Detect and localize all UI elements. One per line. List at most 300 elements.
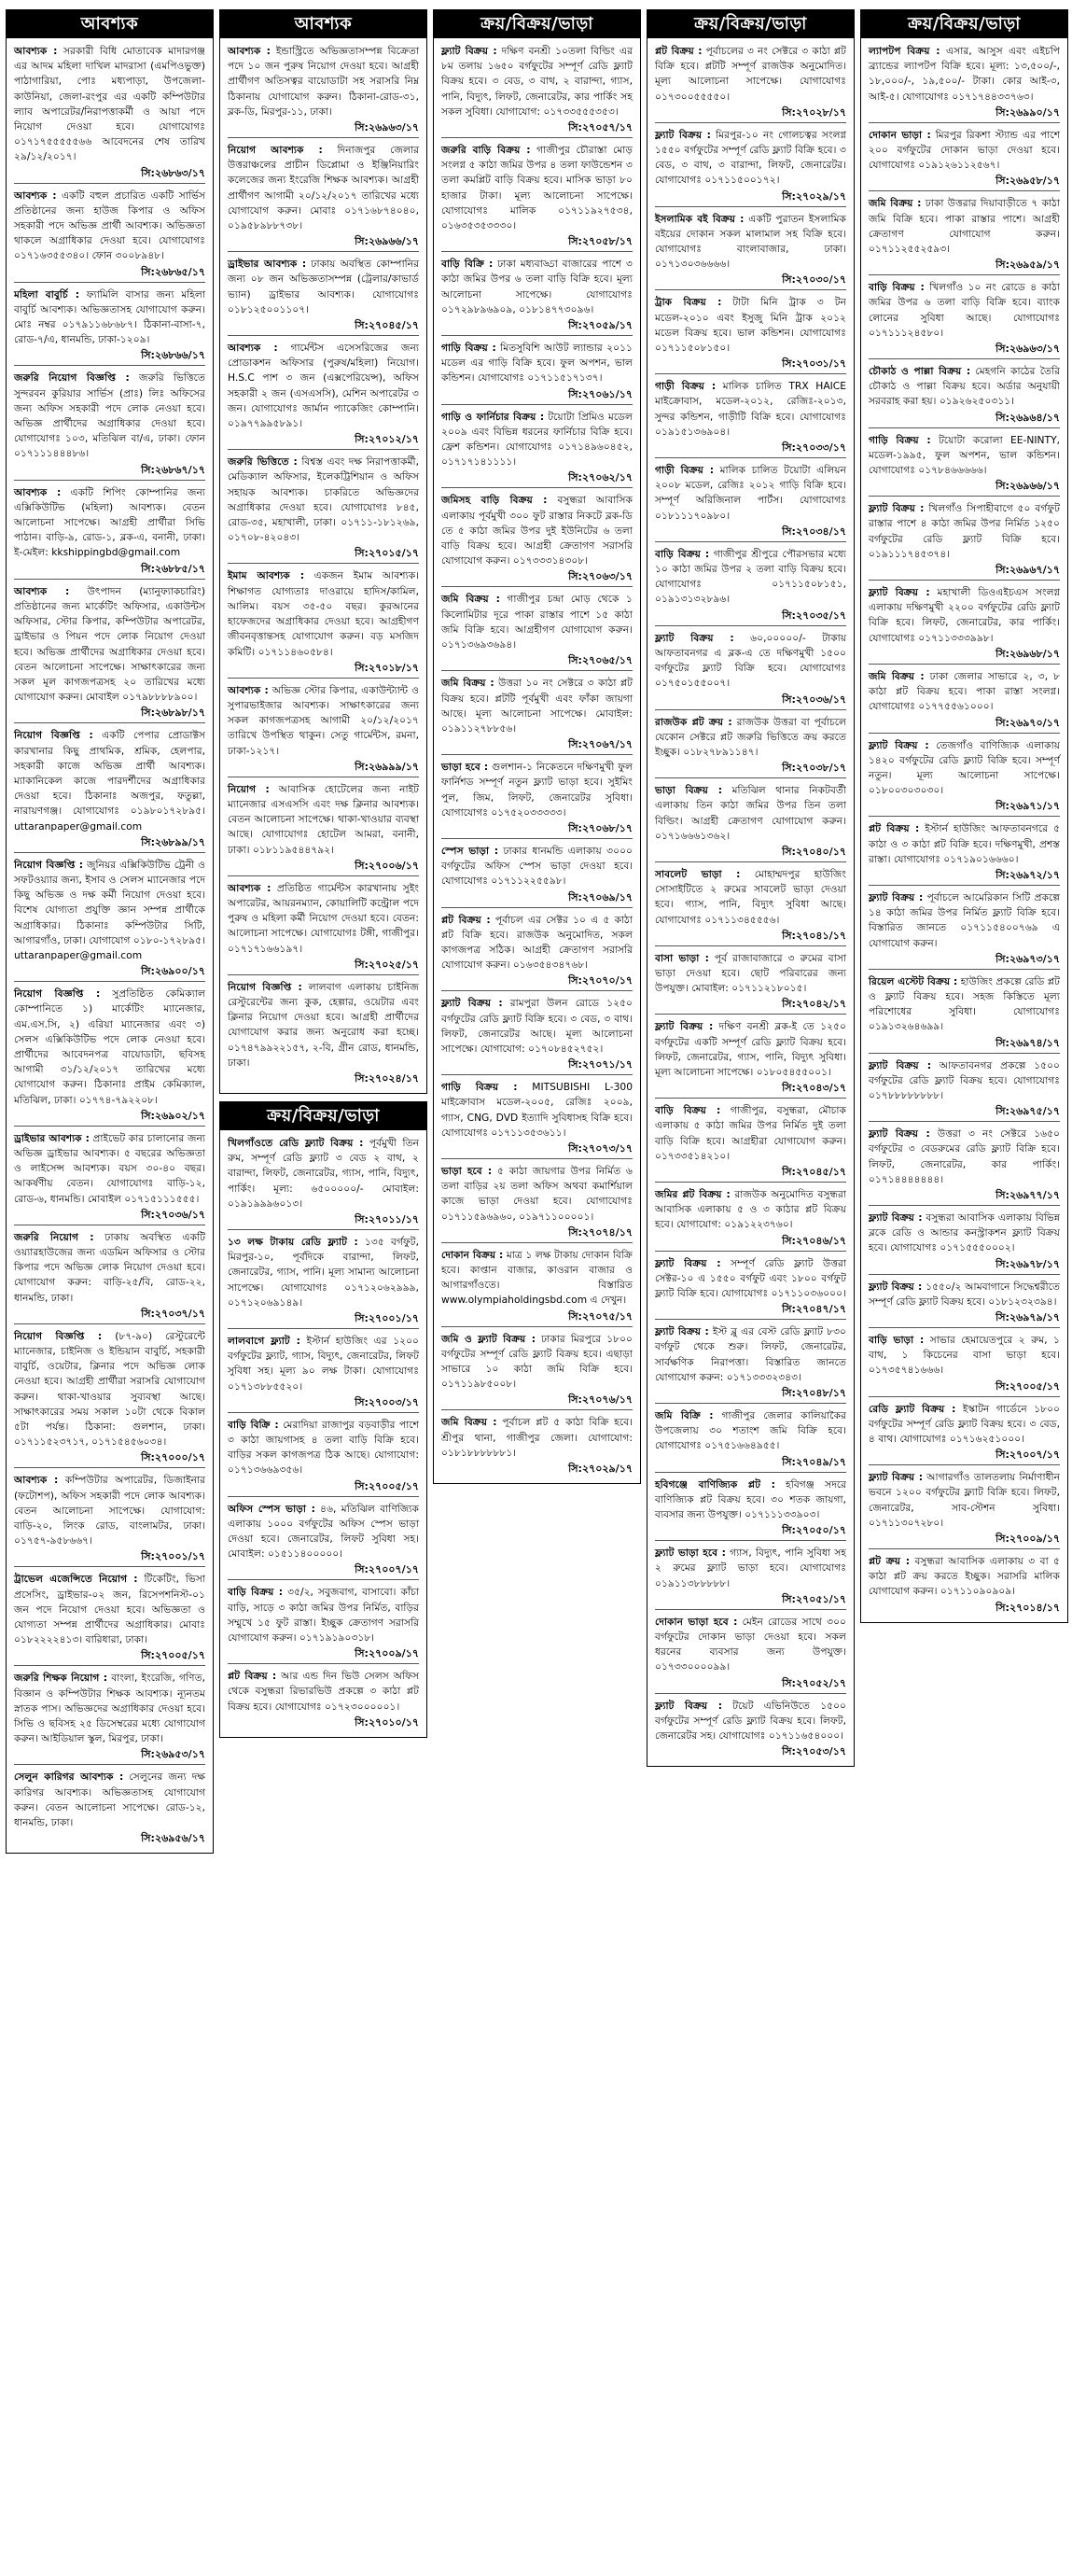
classified-ad: [14, 728, 205, 852]
ad-reference-code: সি:২৭০৭০/১৭: [568, 974, 633, 987]
ad-heading: ফ্ল্যাট বিক্রয় :: [441, 997, 503, 1010]
classified-ad: [228, 455, 419, 564]
ad-text: উৎপাদন (ম্যানুফ্যাকচারিং) প্রতিষ্ঠানের জন্য মার্কেটিং অফিসার, একাউন্টস অফিসার, স্টোর কিপার, কম্পিউটার অপারেটর, ড্রাইভার ও পিয়ন পদে লোক নিয়োগ দেওয়া হবে। অভিজ্ঞ প্রার্থীদের অগ্রাধিকার দেওয়া হবে। বেতন আলোচনা সাপেক্ষে। সাক্ষাৎকারের জন্য সকল মূল কাগজপত্রসহ ২০ তারিখের মধ্যে যোগাযোগ করুন। মোবাইল ০১৭৯৮৮৮৮৯০০।: [14, 584, 206, 704]
classified-ad: [655, 44, 846, 123]
category-box: [219, 1101, 427, 1738]
ad-reference-code: সি:২৭০৪৫/১৭: [355, 319, 419, 332]
ad-heading: গাড়ী বিক্রয় :: [655, 380, 717, 393]
ad-heading: বাড়ি বিক্রয় :: [655, 1104, 721, 1117]
ad-reference-code: সি:২৭০৫৯/১৭: [568, 319, 633, 332]
ad-heading: আবশ্যক :: [228, 342, 278, 355]
ad-reference-code: সি:২৬৯৭৭/১৭: [995, 1188, 1060, 1201]
ad-reference-code: সি:২৭০০৫/১৭: [995, 1379, 1060, 1393]
ad-heading: সাবলেট ভাড়া :: [655, 867, 741, 880]
ad-reference-code: সি:২৭০৩৭/১৭: [141, 1307, 205, 1320]
ad-reference-code: সি:২৭০৩০/১৭: [782, 273, 846, 287]
classified-ad: [655, 1615, 846, 1694]
ad-text: হবিগঞ্জ সদরে বাণিজ্যিক প্লট বিক্রয় হবে। ৩০ শতক জায়গা, ব্যবসার জন্য উপযুক্ত। ০১৭১১১৩৩৯০৩।: [655, 1477, 846, 1521]
ad-heading: অফিস স্পেস ভাড়া :: [228, 1502, 315, 1515]
ad-reference-code: সি:২৭০০৯/১৭: [355, 1647, 419, 1660]
ad-heading: ফ্ল্যাট বিক্রয় :: [869, 502, 925, 515]
ad-reference-code: সি:২৭০১১/১৭: [355, 1212, 419, 1225]
ad-reference-code: সি:২৬৯৬৭/১৭: [995, 564, 1060, 577]
ad-list: [7, 38, 213, 1848]
ad-list: [861, 38, 1067, 1617]
ad-text: মহাখালী ডিওএইচএস সংলগ্ন এলাকায় দক্ষিণমুখী ২২০০ বর্গফুটের রেডি ফ্ল্যাট বিক্রি হবে। লিফট, জেনারেটর, কার পার্কিং। যোগাযোগঃ ০১৭১১৩৩৩৯৯৮।: [869, 586, 1060, 644]
ad-heading: গাড়ী বিক্রয় :: [655, 464, 715, 477]
ad-heading: বাড়ি বিক্রয় :: [869, 281, 925, 294]
ad-heading: স্পেস ভাড়া :: [441, 844, 499, 857]
ad-heading: জমি বিক্রয় :: [441, 1416, 497, 1429]
classified-ad: [228, 881, 419, 975]
ad-reference-code: সি:২৭০০৩/১৭: [355, 1395, 419, 1408]
category-box: [433, 9, 641, 1484]
classified-ad: [869, 1058, 1060, 1123]
classified-ad: [228, 1334, 419, 1413]
ad-text: বিশ্বস্ত এবং দক্ষ নিরাপত্তাকর্মী, মেডিক্যাল অফিসার, ইলেকট্রিশিয়ান ও অফিস সহায়ক আবশ্যক। চাকরিতে অভিজ্ঞদের অগ্রাধিকার দেওয়া হবে। যোগাযোগঃ ৮৪৫, রোড-৩৫, মহাখালী, ঢাকা। ০১৭১১-১৮১২৬৯, ০১৭০৮-৪২০৪৩।: [228, 455, 420, 544]
ad-heading: জমি বিক্রি :: [655, 1409, 714, 1421]
ad-heading: লালবাগে ফ্ল্যাট :: [228, 1335, 300, 1347]
ad-text: মালিক চালিত TRX HAICE মাইক্রোবাস, মডেল-২০১২, রেজিঃ-২০১৩, সুন্দর কন্ডিশন, গাড়ীটি বিক্রি হবে। যোগাযোগঃ ০১৯১৫১৩৬৯০৪।: [655, 380, 846, 438]
classified-ad: [228, 143, 419, 252]
ad-reference-code: সি:২৭০৩৫/১৭: [782, 609, 846, 622]
ad-heading: গাড়ি ও ফার্নিচার বিক্রয় :: [441, 410, 545, 423]
ad-heading: ফ্ল্যাট বিক্রয় :: [869, 1280, 923, 1293]
classified-ad: [869, 1470, 1060, 1549]
ad-heading: ফ্ল্যাট বিক্রয় :: [869, 586, 930, 599]
ad-text: জুনিয়র এক্সিকিউটিভ ট্রেনী ও সফটওয়্যার জন্য, ইসাব ও সেলস ম্যানেজার পদে কিছু অভিজ্ঞ ও দক্ষ কর্মী নিয়োগ দেওয়া হবে। বিশেষ যোগ্যতা প্রযুক্তি জ্ঞান সম্পন্ন প্রার্থীকে অগ্রাধিকার। ঠিকানাঃ কম্পিউটার সিটি, আগারগাঁও, ঢাকা। যোগাযোগ ০১৮০-১৭২৮৯৫। uttaranpaper@gmail.com: [14, 858, 205, 961]
classified-ad: [441, 996, 633, 1075]
ad-text: পূর্বাচল এর সেক্টর ১০ এ ৫ কাঠা প্লট বিক্রি হবে। রাজউক অনুমোদিত, সকল কাগজপত্র সঠিক। আগ্রহী ক্রেতাগণ সরাসরি যোগাযোগ করুন। ০১৬৩৫৪৩৪৭৬৮।: [441, 913, 633, 972]
classified-ad: [869, 974, 1060, 1054]
classified-ad: [14, 1671, 205, 1765]
ad-heading: বাড়ি বিক্রি :: [441, 258, 494, 271]
classified-ad: [655, 1546, 846, 1610]
classified-ad: [441, 493, 633, 587]
classified-ad: [869, 669, 1060, 734]
ad-heading: ফ্ল্যাট বিক্রয় :: [869, 738, 929, 751]
ad-heading: প্লট বিক্রয় :: [441, 913, 491, 926]
ad-reference-code: সি:২৭০৫২/১৭: [782, 1676, 846, 1689]
ad-text: গাজীপুর, বসুন্ধরা, মৌচাক এলাকায় ৫ কাঠা জমির উপর নির্মিত দুই তলা বাড়ি বিক্রি হবে। আগ্রহীরা যোগাযোগ করুন। ০১৭৩৩৫১৪২১০।: [655, 1104, 846, 1162]
ad-reference-code: সি:২৬৮৬৩/১৭: [141, 166, 205, 179]
ad-text: গাজীপুর চন্দ্রা মোড় থেকে ১ কিলোমিটার দূরে পাকা রাস্তার পাশে ১৫ কাঠা জমি বিক্রি হবে। আগ্রহীগণ যোগাযোগ করুন। ০১৭১৩৬৯৩৬৯৪।: [441, 593, 633, 651]
ad-reference-code: সি:২৬৯৫৬/১৭: [141, 1832, 205, 1845]
ad-text: ঢাকায় অবস্থিত একটি ওয়্যারহাউজের জন্য এডমিন অফিসার ও স্টোর কিপার পদে অভিজ্ঞ লোক নিয়োগ দেওয়া হবে। যোগাযোগ করুন: বাড়ি-২৫/বি, রোড-২২, ধানমন্ডি, ঢাকা।: [14, 1230, 206, 1304]
ad-heading: ফ্ল্যাট বিক্রয় :: [655, 1020, 714, 1033]
ad-reference-code: সি:২৭০৩১/১৭: [782, 357, 846, 371]
ad-reference-code: সি:২৬৯৯০/১৭: [995, 105, 1060, 119]
ad-text: দক্ষিণ বনশ্রী ১০তলা বিল্ডিং এর ৮ম তলায় ১৬৫০ বর্গফুটের সম্পূর্ণ রেডি ফ্ল্যাট বিক্রয় হবে। ৩ বেড, ৩ বাথ, ২ বারান্দা, গ্যাস, পানি, বিদ্যুৎ, লিফট, জেনারেটর, কার পার্কিং সহ সকল সুবিধা। যোগাযোগ: ০১৭৩৩৫৫৫৩৫৩।: [441, 45, 633, 118]
ad-reference-code: সি:২৭০২৪/১৭: [355, 1071, 419, 1085]
ad-text: ঢাকা জেলার সাভারে ২, ৩, ৮ কাঠা প্লট বিক্রয় হবে। পাকা রাস্তা সংলগ্ন। যোগাযোগঃ ০১৭৭৫৫৬১০০০।: [869, 669, 1060, 713]
ad-heading: আবশ্যক :: [228, 45, 271, 57]
ad-text: আফতাবনগর প্রকল্পে ১৫০০ বর্গফুটের রেডি ফ্ল্যাট বিক্রয় হবে। যোগাযোগঃ ০১৭৮৮৮৮৮৮৮৮।: [869, 1058, 1060, 1101]
ad-heading: ভাড়া বিক্রয় :: [655, 784, 723, 797]
classified-ad: [14, 1329, 205, 1469]
classified-ad: [441, 257, 633, 336]
ad-list: [220, 1130, 426, 1732]
ad-heading: জমির প্লট বিক্রয় :: [655, 1187, 731, 1200]
ad-text: মেরাদিয়া রাজাপুর বড়বাড়ীর পাশে ৩ কাঠা জায়গাসহ ৪ তলা বাড়ি বিক্রি হবে। বাড়ির সকল কাগজপত্র ঠিক আছে। যোগাযোগ: ০১৭১৩৬৬৯৩৫৬।: [228, 1418, 419, 1477]
ad-reference-code: সি:২৭০৬২/১৭: [568, 471, 633, 484]
ad-reference-code: সি:২৭০৩৩/১৭: [782, 441, 846, 455]
ad-heading: গাড়ি বিক্রয় :: [869, 433, 931, 446]
ad-reference-code: সি:২৭০১৪/১৭: [995, 1601, 1060, 1614]
ad-heading: ফ্ল্যাট বিক্রয় :: [869, 1058, 932, 1071]
classified-ad: [228, 1235, 419, 1329]
ad-text: কম্পিউটার অপারেটর, ডিজাইনার (ফটোশপ), অফিস সহকারী পদে লোক আবশ্যক। বেতন আলোচনা সাপেক্ষে। যোগাযোগ: বাড়ি-২০, লিংক রোড, বাংলামটর, ঢাকা। ০১৭৫৭-৯৫৮৬৬৭।: [14, 1474, 205, 1547]
ad-column: [219, 9, 427, 2576]
ad-heading: জমিসহ বাড়ি বিক্রয় :: [441, 494, 548, 507]
ad-reference-code: সি:২৭০০৭/১৭: [355, 1563, 419, 1576]
ad-text: প্রাইভেট কার চালানোর জন্য অভিজ্ঞ ড্রাইভার আবশ্যক। ৫ বছরের অভিজ্ঞতা ও লাইসেন্স আবশ্যক। বয়স ৩০-৪০ বছর। আকর্ষণীয় বেতন। যোগাযোগঃ বাড়ি-১২, রোড-৬, ধানমন্ডি। মোবাইল ০১৭১৫১১১৫৫৫।: [14, 1131, 205, 1205]
classified-ad: [14, 1770, 205, 1848]
ad-text: ঢাকা উত্তরার দিয়াবাড়ীতে ৭ কাঠা জমি বিক্রি হবে। পাকা রাস্তার পাশে। আগ্রহী ক্রেতাগণ যোগাযোগ করুন। ০১৭১১২৫৫২৫৯৩।: [869, 197, 1060, 256]
ad-text: টাটা মিনি ট্রাক ৩ টন মডেল-২০১০ এবং ইসুজু মিনি ট্রাক ২০১২ মডেল বিক্রয় হবে। ভাল কন্ডিশন। যোগাযোগঃ ০১৭১১৫০৮১৫০।: [655, 296, 846, 355]
ad-heading: ড্রাইভার আবশ্যক :: [14, 1131, 90, 1144]
ad-heading: নিয়োগ বিজ্ঞপ্তি :: [14, 729, 93, 742]
ad-reference-code: সি:২৭০১০/১৭: [355, 1715, 419, 1729]
ad-reference-code: সি:২৭০৩৬/১৭: [782, 693, 846, 706]
classified-ad: [228, 1669, 419, 1732]
ad-heading: দোকান ভাড়া হবে :: [655, 1615, 738, 1628]
classified-ad: [655, 1408, 846, 1473]
ad-text: একটি পেপার প্রোডাক্টস কারখানার কিছু প্রাথমিক, শ্রমিক, হেলপার, সহকারী কাজে অভিজ্ঞ প্রার্থী আবশ্যক। ম্যাকানিকেল কাজে পারদর্শীদের অগ্রাধিকার দেওয়া হবে। ঠিকানাঃ অজপুর, ফতুল্লা, নারায়ণগঞ্জ। যোগাযোগঃ ০১৯৮০১৭২৮৯৫। uttaranpaper@gmail.com: [14, 729, 205, 833]
ad-heading: খিলগাঁওতে রেডি ফ্ল্যাট বিক্রয় :: [228, 1136, 364, 1149]
ad-reference-code: সি:২৭০২৯/১৭: [568, 1463, 633, 1476]
ad-reference-code: সি:২৬৮৬৬/১৭: [141, 349, 205, 362]
classified-ad: [655, 1187, 846, 1252]
ad-heading: প্লট বিক্রয় :: [228, 1670, 277, 1683]
ad-reference-code: সি:২৬৯০২/১৭: [141, 1109, 205, 1122]
ad-heading: জরুরি নিয়োগ বিজ্ঞপ্তি :: [14, 371, 130, 385]
ad-reference-code: সি:২৬৯৭১/১৭: [995, 800, 1060, 813]
ad-heading: ট্রাক বিক্রয় :: [655, 296, 722, 309]
ad-heading: হবিগঞ্জে বাণিজ্যিক প্লট :: [655, 1477, 775, 1491]
ad-text: সেলুনের জন্য দক্ষ কারিগর আবশ্যক। অভিজ্ঞতাসহ যোগাযোগ করুন। বেতন আলোচনা সাপেক্ষে। রোড-১২, ধানমন্ডি, ঢাকা।: [14, 1771, 205, 1829]
ad-reference-code: সি:২৭০৭১/১৭: [568, 1058, 633, 1071]
ad-heading: আবশ্যক :: [14, 45, 58, 57]
classified-ad: [655, 631, 846, 710]
ad-text: পূর্বাচলে আমেরিকান সিটি প্রকল্পে ১৪ কাঠা জমির উপর নির্মিত ফ্ল্যাট বিক্রি হবে। বিস্তারিত জানতে ০১৭১১৫৪০০৭৬৯ এ যোগাযোগ করুন।: [869, 890, 1060, 949]
ad-text: জরুরি ভিত্তিতে সুন্দরবন কুরিয়ার সার্ভিস (প্রাঃ) লিঃ অফিসের জন্য অফিস সহকারী পদে লোক নেওয়া হবে। অভিজ্ঞ প্রার্থীদের অগ্রাধিকার দেওয়া হবে। যোগাযোগঃ ১০৩, মতিঝিল বা/এ, ঢাকা। ফোন ০১৭১১১৪৪৪৮৬।: [14, 371, 205, 460]
ad-text: ঢাকা মধ্যবাড্ডা বাজারের পাশে ৩ কাঠা জমির উপর ৬ তলা বাড়ি বিক্রি হবে। মূল্য আলোচনা সাপেক্ষে। যোগাযোগঃ ০১৭২৯৮৯৬৯০৯, ০১৮১৪৭৭৩০৯৬।: [441, 258, 633, 315]
ad-text: হাউজিং প্রকল্পে রেডি প্লট ও ফ্ল্যাট বিক্রয় হবে। সহজ কিস্তিতে মূল্য পরিশোধের সুবিধা। যোগাযোগঃ ০১৯১৩২৬৪৬৯৯।: [869, 974, 1060, 1033]
ad-text: গাজীপুর জেলার কালিয়াকৈর উপজেলায় ৩০ শতাংশ জমি বিক্রি হবে। যোগাযোগঃ ০১৭৫১৬৬৪৯৫৫।: [655, 1409, 846, 1452]
ad-reference-code: সি:২৭০৬১/১৭: [568, 387, 633, 400]
classified-ad: [441, 44, 633, 138]
ad-text: গুলশান-১ নিকেতনে দক্ষিণমুখী ফুল ফার্নিশড সম্পূর্ণ নতুন ফ্ল্যাট ভাড়া হবে। সুইমিং পুল, জিম, লিফট, জেনারেটর সুবিধা। যোগাযোগঃ ০১৭৫২০৩৩৩৩৩।: [441, 761, 633, 819]
ad-text: গাজীপুর চৌরাস্তা মোড় সংলগ্ন ৫ কাঠা জমির উপর ৪ তলা ফাউন্ডেশন ৩ তলা কমপ্লিট বাড়ি বিক্রয় হবে। মাসিক ভাড়া ৮০ হাজার টাকা। মূল্য আলোচনা সাপেক্ষে। যোগাযোগঃ মালিক ০১৭১১৯২৭৫৩৪, ০১৬৩৫৩৫৩৩৩০।: [441, 144, 633, 232]
ad-reference-code: সি:২৭০৬৫/১৭: [568, 654, 633, 667]
classified-ad: [228, 257, 419, 336]
ad-text: সুপ্রতিষ্ঠিত কেমিক্যাল কোম্পানিতে ১) মার্কেটিং ম্যানেজার, এম.এস.সি, ২) এরিয়া ম্যানেজার এবং ৩) সেলস এক্সিকিউটিভ পদে লোক নেওয়া হবে। প্রার্থীদের আবেদনপত্র বায়োডাটা, ছবিসহ আগামী ৩১/১২/২০১৭ তারিখের মধ্যে যোগাযোগ করুন। ঠিকানাঃ প্রাইম কেমিক্যাল, মতিঝিল, ঢাকা। ০১৭৭৪-৭৯২২০৮।: [14, 987, 205, 1106]
classified-ad: [441, 341, 633, 405]
classified-ad: [655, 1699, 846, 1762]
ad-heading: জমি বিক্রয় :: [869, 197, 922, 210]
classified-ad: [655, 379, 846, 458]
ad-heading: নিয়োগ আবশ্যক :: [228, 144, 323, 157]
ad-reference-code: সি:২৭০০৭/১৭: [995, 1449, 1060, 1462]
ad-text: মাত্র ১ লক্ষ টাকায় দোকান বিক্রি হবে। কাপ্তান বাজার, কাওরান বাজার ও আগারগাঁওতে। বিস্তারিত www.olympiaholdingsbd.com এ দেখুন।: [441, 1248, 633, 1307]
ad-text: সরকারী বিধি মোতাবেক মাদারগঞ্জ এর আদম মহিলা দাখিল মাদরাসা (এমপিওভুক্ত) পাঠাগারিয়া, পোঃ মধ্যপাড়া, উপজেলা-কাউনিয়া, জেলা-রংপুর এর একটি কম্পিউটার ল্যাব অপারেটর/নিরাপত্তাকর্মী ও আয়া পদে নিয়োগ দেওয়া হবে। যোগাযোগঃ ০১৭১৭৫৫৫৫৫৬৬ আবেদনের শেষ তারিখ ২৯/১২/২০১৭।: [14, 45, 206, 163]
ad-text: দক্ষিণ বনশ্রী ব্লক-ই তে ১২৫০ বর্গফুটের একটি সম্পূর্ণ রেডি ফ্ল্যাট বিক্রয় হবে। লিফট, জেনারেটর, গ্যাস, পানি, বিদ্যুৎ সুবিধা। মূল্য আলোচনা সাপেক্ষে। ০১৮০৫৪৫৫০০১।: [655, 1020, 846, 1078]
ad-heading: ফ্ল্যাট বিক্রয় :: [655, 631, 734, 644]
ad-heading: জমি ও ফ্ল্যাট বিক্রয় :: [441, 1332, 536, 1345]
ad-reference-code: সি:২৬৯৭৮/১৭: [995, 1257, 1060, 1270]
ad-heading: প্লট ক্রয় :: [869, 1555, 911, 1568]
ad-text: গ্যাস, বিদ্যুৎ, পানি সুবিধা সহ ২ রুমের ফ্ল্যাট ভাড়া হবে। যোগাযোগঃ ০১৯১১৩৮৮৮৮৮।: [655, 1547, 846, 1589]
ad-heading: আবশ্যক :: [14, 1474, 59, 1487]
ad-text: একজন ইমাম আবশ্যক। শিক্ষাগত যোগ্যতাঃ দাওরায়ে হাদিস/কামিল, আলিম। বয়স ৩৫-৫০ বছর। কুরআনের হাফেজদের অগ্রাধিকার দেওয়া হবে। আগ্রহীগণ জীবনবৃত্তান্তসহ যোগাযোগ করুন। বড় মসজিদ কমিটি। ০১৭১১৪৬০৫৮৪।: [228, 569, 419, 658]
ad-heading: নিয়োগ :: [228, 782, 270, 795]
ad-text: আগারগাঁও তালতলায় নির্মাণাধীন ভবনে ১২০০ বর্গফুটের ফ্ল্যাট বিক্রি হবে। লিফট, জেনারেটর, সাব-স্টেশন সুবিধা। ০১৭১১৩০৭২৮০।: [869, 1471, 1060, 1529]
ad-heading: ফ্ল্যাট বিক্রয় :: [655, 1699, 723, 1712]
ad-text: গার্মেন্টস এসেসরিজের জন্য প্রোডাকশন অফিসার (পুরুষ/মহিলা) নিয়োগ। H.S.C পাশ ৩ জন (এক্সপেরিয়েন্স), অফিস সহকারী ২ জন (এসএসসি), মেশিন অপারেটর ৩ জন। যোগাযোগঃ জার্মান প্যাকেজিং কোম্পানি। ০১৯৭৭৯৯৫৮৯১।: [228, 342, 420, 430]
ad-reference-code: সি:২৭০৭৩/১৭: [568, 1141, 633, 1155]
ad-text: ১৫৫০/২ আমবাগানে সিদ্ধেশ্বরীতে সম্পূর্ণ রেডি ফ্ল্যাট বিক্রয় হবে। ০১৮১২৩২৩৯৪।: [869, 1280, 1060, 1308]
ad-heading: ফ্ল্যাট বিক্রয় :: [655, 128, 711, 141]
ad-text: টয়েট এভিনিউতে ১৫০০ বর্গফুটের সম্পূর্ণ রেডি ফ্ল্যাট বিক্রয় হবে। লিফট, জেনারেটর সহ। যোগাযোগঃ ০১৭১১৬৫৪০০০।: [655, 1699, 846, 1743]
ad-text: ঢাকার ধানমন্ডি এলাকায় ৩০০০ বর্গফুটের অফিস স্পেস ভাড়া দেওয়া হবে। যোগাযোগঃ ০১৭১১২২৫৫৯৮।: [441, 844, 633, 888]
ad-reference-code: সি:২৭০৪৭/১৭: [782, 1303, 846, 1316]
ad-reference-code: সি:২৭০৪৯/১৭: [782, 1455, 846, 1468]
ad-text: সম্পূর্ণ রেডি ফ্ল্যাট উত্তরা সেক্টর-১০ এ ১৫৫০ বর্গফুট এবং ১৮০০ বর্গফুট ফ্ল্যাট বিক্রি হবে। যোগাযোগঃ ০১৭১১০৩৬০০০।: [655, 1256, 846, 1299]
ad-text: বসুন্ধরা আবাসিক এলাকায় বিভিন্ন ব্লকে রেডি ও আন্ডার কনস্ট্রাকশন ফ্ল্যাট বিক্রয় হবে। যোগাযোগঃ ০১৭১৫৫৫০০০২।: [869, 1211, 1060, 1254]
ad-text: দিনাজপুর জেলার উত্তরাঞ্চলের প্রাচীন ডিপ্লোমা ও ইঞ্জিনিয়ারিং কলেজের জন্য ইংরেজি শিক্ষক আবশ্যক। আগ্রহী প্রার্থীগণ আগামী ২০/১২/২০১৭ তারিখের মধ্যে যোগাযোগ করুন। মোবাঃ ০১৭১৬৮৭৪০৪০, ০১৯৫৮৯৮৮৭৩৮।: [228, 144, 419, 232]
classified-ad: [441, 1080, 633, 1159]
ad-text: ৫ কাঠা জায়গার উপর নির্মিত ৬ তলা বাড়ির ২য় তলা অফিস অথবা কমার্শিয়াল কাজে ভাড়া দেওয়া হবে। যোগাযোগঃ ০১৭১১৫৯৬৯৬০, ০১৯৭১১০০০০১।: [441, 1164, 633, 1223]
ad-text: গাজীপুর শ্রীপুরে পৌরসভার মধ্যে ১০ কাঠা জমির উপর ২ তলা বাড়ি বিক্রয় হবে। যোগাযোগঃ ০১৭১১৫০৮১৫১, ০১৯১৩১৩২৮৯৬।: [655, 547, 846, 606]
ad-text: ইস্টার্ন হাউজিং এর ১২০০ বর্গফুটের ফ্ল্যাট, গ্যাস, বিদ্যুৎ, জেনারেটর, লিফট সুবিধা সহ। মূল্য ৯০ লক্ষ টাকা। যোগাযোগঃ ০১৭১৩৮৮৫৫২০।: [228, 1335, 419, 1393]
classified-ad: [869, 585, 1060, 665]
classified-ad: [441, 844, 633, 908]
classified-ad: [14, 1473, 205, 1567]
classified-ad: [869, 364, 1060, 428]
category-title: আবশ্যক: [220, 10, 426, 38]
ad-reference-code: সি:২৭০৪৬/১৭: [782, 1234, 846, 1247]
ad-heading: ফ্ল্যাট বিক্রয় :: [869, 890, 924, 903]
ad-heading: ফ্ল্যাট বিক্রয় :: [869, 1127, 930, 1141]
ad-text: উত্তরা ৩ নং সেক্টরে ১৬৫০ বর্গফুটের ৩ বেডরুমের রেডি ফ্ল্যাট বিক্রি হবে। লিফট, জেনারেটর, কার পার্কিং। ০১৭১৪৪৪৪৪৪৪।: [869, 1127, 1060, 1185]
classified-ad: [441, 760, 633, 839]
ad-reference-code: সি:২৬৯৭৯/১৭: [995, 1310, 1060, 1323]
ad-heading: মহিলা বাবুর্চি :: [14, 287, 79, 301]
ad-text: বসুন্ধরা আবাসিক এলাকায় ৩ বা ৫ কাঠা প্লট ক্রয় করতে ইচ্ছুক। সরাসরি মালিক যোগাযোগ করুন। ০১৭১১০৯০৯০৯।: [869, 1555, 1060, 1598]
ad-heading: বাড়ি ভাড়া :: [869, 1333, 925, 1346]
ad-heading: ফ্ল্যাট বিক্রয় :: [869, 1471, 924, 1484]
ad-text: টিকেটিং, ভিসা প্রসেসিং, ড্রাইভার-০২ জন, রিসেপশনিস্ট-০১ জন পদে নিয়োগ দেওয়া হবে। অভিজ্ঞতা ও যোগ্যতা সম্পন্ন প্রার্থীদের অগ্রাধিকার। মোবাঃ ০১৮২২২২৪১৩। বারিধারা, ঢাকা।: [14, 1573, 206, 1646]
ad-reference-code: সি:২৬৯৯৯/১৭: [355, 760, 419, 773]
ad-heading: আবশ্যক :: [14, 485, 62, 498]
ad-reference-code: সি:২৭০৫৩/১৭: [782, 1745, 846, 1758]
classified-ad: [655, 951, 846, 1015]
classified-ad: [14, 44, 205, 184]
classified-ad: [869, 128, 1060, 192]
ad-text: টয়োটা প্রিমিও মডেল ২০০৯ এবং বিভিন্ন ধরনের ফার্নিচার বিক্রি হবে। ফ্রেশ কন্ডিশন। যোগাযোগঃ ০১৭১৪৯৬০৪৫২, ০১৭১৭১৪১১১১।: [441, 410, 633, 469]
classified-ad: [441, 676, 633, 755]
ad-reference-code: সি:২৭০৪৩/১৭: [782, 1082, 846, 1095]
classified-ad: [228, 1136, 419, 1230]
classified-ad: [655, 1103, 846, 1183]
classified-ad: [228, 1502, 419, 1581]
ad-text: আর এন্ড দিন ভিউ সেলস অফিস থেকে বসুন্ধরা রিভারভিউ প্রকল্পে ৩ কাঠা প্লট বিক্রয় হবে। যোগাযোগঃ ০১৭২৩০০০০০১।: [228, 1670, 419, 1713]
classified-ad: [441, 410, 633, 489]
ad-heading: ফ্ল্যাট বিক্রয় :: [655, 1325, 709, 1338]
ad-text: ১৩৫ বর্গফুট, মিরপুর-১০, পূর্বদিকে বারান্দা, লিফট, জেনারেটর, গ্যাস, পানি। মূল্য সামান্য আলোচনা সাপেক্ষে। যোগাযোগঃ ০১৭১২০৬২৯৯৯, ০১৭১২০৬৯১৪৯।: [228, 1235, 419, 1309]
ad-text: খিলগাঁও সিপাহীবাগে ৫০ বর্গফুট রাস্তার পাশে ৪ কাঠা জমির উপর নির্মিত ১২৫০ বর্গফুটের রেডি ফ্ল্যাট বিক্রি হবে। ০১৯১১১৭৪৫৩৭৪।: [869, 502, 1060, 560]
ad-heading: প্লট বিক্রয় :: [655, 45, 703, 57]
classified-ad: [14, 987, 205, 1127]
category-box: [647, 9, 855, 1767]
ad-reference-code: সি:২৬৮৬৫/১৭: [141, 265, 205, 278]
classified-ad: [655, 1477, 846, 1542]
ad-text: ৩৫/২, সবুজবাগ, বাসাবো। কাঁচা বাড়ি, সাড়ে ৩ কাঠা জমির উপর নির্মিত, বাড়ির সম্মুখে ১৫ ফুট রাস্তা। ইচ্ছুক ক্রেতাগণ সরাসরি যোগাযোগ করুন। ০১৭১৯১৯০৩১৮।: [228, 1586, 419, 1645]
ad-reference-code: সি:২৬৯০০/১৭: [141, 965, 205, 978]
ad-text: টয়োটা করোলা EE-NINTY, মডেল-১৯৯৫, ফুল অপশন, ভাল কন্ডিশন। যোগাযোগঃ ০১৭৮৪৬৬৬৬৬।: [869, 433, 1060, 477]
ad-text: লালবাগ এলাকায় চাইনিজ রেস্টুরেন্টের জন্য কুক, হেল্পার, ওয়েটার এবং ক্লিনার নিয়োগ দেওয়া হবে। আগ্রহী প্রার্থীদের যোগাযোগ করার জন্য অনুরোধ করা হচ্ছে। ০১৭৪৭৯৯২২১৫৭, ২-বি, গ্রীন রোড, ধানমন্ডি, ঢাকা।: [228, 980, 419, 1069]
classified-ad: [869, 1211, 1060, 1275]
ad-heading: নিয়োগ বিজ্ঞপ্তি :: [228, 980, 302, 993]
ad-text: মিতসুবিশি আউট ল্যান্ডার ২০১১ মডেল এর গাড়ি বিক্রি হবে। ফুল অপশন, ভাল কন্ডিশন। যোগাযোগঃ ০১৭১১৫১৭১৩৭।: [441, 342, 633, 385]
ad-heading: ফ্ল্যাট বিক্রয় :: [869, 1211, 923, 1224]
ad-heading: সেলুন কারিগর আবশ্যক :: [14, 1771, 124, 1784]
ad-column: [860, 9, 1068, 2576]
category-title: ক্রয়/বিক্রয়/ভাড়া: [220, 1102, 426, 1130]
category-title: আবশ্যক: [7, 10, 213, 38]
ad-reference-code: সি:২৭০৬৯/১৭: [568, 890, 633, 903]
ad-text: ইস্টার্ন হাউজিং আফতাবনগরে ৫ কাঠা ও ৩ কাঠা প্লট বিক্রি হবে। দক্ষিণমুখী, প্রশস্ত রাস্তা। যোগাযোগঃ ০১৭১৯০১৬৬৬০।: [869, 822, 1061, 865]
classified-ad: [14, 189, 205, 283]
classified-ad: [655, 212, 846, 291]
ad-heading: গাড়ি বিক্রয় :: [441, 342, 496, 355]
classified-ad: [441, 1332, 633, 1411]
ad-heading: প্লট বিক্রয় :: [869, 822, 920, 835]
ad-text: মতিঝিল থানার নিকটবর্তী এলাকায় তিন কাঠা জমির উপর তিন তলা বিল্ডিং। আগ্রহী ক্রেতাগণ যোগাযোগ করুন। ০১৭১৬৬৬১৩৬২।: [655, 784, 846, 842]
classified-ad: [655, 715, 846, 779]
ad-heading: নিয়োগ বিজ্ঞপ্তি :: [14, 987, 101, 1001]
ad-heading: জরুরি নিয়োগ :: [14, 1230, 94, 1243]
ad-list: [434, 38, 640, 1478]
ad-reference-code: সি:২৭০৪০/১৭: [782, 845, 846, 858]
ad-heading: বাড়ি বিক্রি :: [228, 1418, 279, 1431]
ad-reference-code: সি:২৭০১৮/১৭: [355, 661, 419, 674]
ad-text: বাংলা, ইংরেজি, গণিত, বিজ্ঞান ও কম্পিউটার শিক্ষক আবশ্যক। ন্যূনতম স্নাতক পাস। অভিজ্ঞদের অগ্রাধিকার দেওয়া হবে। সিভি ও ছবিসহ ২৫ ডিসেম্বরের মধ্যে যোগাযোগ করুন। আইডিয়াল স্কুল, মিরপুর, ঢাকা।: [14, 1672, 205, 1745]
ad-heading: ট্রাভেল এজেন্সিতে নিয়োগ :: [14, 1573, 138, 1586]
classified-ad: [869, 1280, 1060, 1328]
ad-heading: ড্রাইভার আবশ্যক :: [228, 258, 307, 271]
ad-reference-code: সি:২৭০২৫/১৭: [355, 958, 419, 971]
ad-text: ফ্যামিলি বাসার জন্য মহিলা বাবুর্চি আবশ্যক। অভিজ্ঞতাসহ যোগাযোগ করুন। মোঃ নম্বর ০১৭৯১১৬৮৬৮৭। ঠিকানা-বাসা-৭, রোড-৭/এ, ধানমন্ডি, ঢাকা-১২০৯।: [14, 287, 205, 346]
ad-reference-code: সি:২৬৯৬৩/১৭: [355, 121, 419, 134]
ad-text: মিরপুর-১০ নং গোলচত্বর সংলগ্ন ১৫৫০ বর্গফুটের সম্পূর্ণ রেডি ফ্ল্যাট বিক্রি হবে। ৩ বেড, ৩ বাথ, ৩ বারান্দা, লিফট, জেনারেটর। যোগাযোগঃ ০১৭১১৫০০১৭২।: [655, 128, 846, 187]
classified-ad: [655, 1256, 846, 1321]
ad-reference-code: সি:২৬৯৬৬/১৭: [355, 235, 419, 248]
ad-heading: চৌকাঠ ও পাল্লা বিক্রয় :: [869, 365, 971, 378]
category-box: [219, 9, 427, 1094]
ad-heading: দোকান ভাড়া :: [869, 128, 931, 141]
ad-heading: আবশ্যক :: [14, 189, 57, 202]
ad-reference-code: সি:২৬৮৮৫/১৭: [141, 562, 205, 575]
ad-reference-code: সি:২৭০৭৪/১৭: [568, 1225, 633, 1239]
ad-reference-code: সি:২৭০৩৮/১৭: [782, 762, 846, 775]
ad-reference-code: সি:২৭০০১/১৭: [355, 1312, 419, 1324]
ad-reference-code: সি:২৭০৪২/১৭: [782, 998, 846, 1011]
classified-ad: [14, 1131, 205, 1225]
classified-ad: [228, 980, 419, 1088]
ad-text: ঢাকায় অবস্থিত কোম্পানির জন্য ০৮ জন অভিজ্ঞতাসম্পন্ন (ট্রেলার/কাভার্ড ভ্যান) ড্রাইভার আবশ্যক। যোগাযোগঃ ০১৮১২৫০০১১০৭।: [228, 258, 419, 315]
ad-text: মেহগনি কাঠের তৈরি চৌকাঠ ও পাল্লা বিক্রয় হবে। অর্ডার অনুযায়ী সরবরাহ করা হয়। ০১৯২৬২৫০৩১১।: [869, 365, 1060, 408]
ad-reference-code: সি:২৭০৫৮/১৭: [568, 235, 633, 248]
ad-reference-code: সি:২৭০৫১/১৭: [782, 1592, 846, 1605]
ad-heading: আবশ্যক :: [228, 881, 271, 894]
ad-heading: জমি বিক্রয় :: [441, 593, 500, 606]
ad-text: রামপুরা উলন রোডে ১২৫০ বর্গফুটের রেডি ফ্ল্যাট বিক্রি হবে। ৩ বেড, ৩ বাথ। লিফট, জেনারেটর আছে। মূল্য আলোচনা সাপেক্ষে। যোগাযোগ: ০১৭০৮৪৫২৭৫২।: [441, 997, 633, 1055]
ad-text: প্রতিষ্ঠিত গার্মেন্টস কারখানায় সুইং অপারেটর, আয়রনম্যান, কোয়ালিটি কন্ট্রোল পদে পুরুষ ও মহিলা কর্মী নিয়োগ দেওয়া হবে। বেতন: আলোচনা সাপেক্ষে। যোগাযোগঃ টঙ্গী, গাজীপুর। ০১৭১৭১৬৬১৯৭।: [228, 881, 419, 955]
ad-reference-code: সি:২৭০৭৫/১৭: [568, 1309, 633, 1323]
classified-ad: [14, 858, 205, 982]
ad-heading: ফ্ল্যাট ভাড়া হবে :: [655, 1547, 726, 1560]
ad-text: ৬০,০০০০০/- টাকায় আফতাবনগর এ ব্লক-এ তে দক্ষিণমুখী ১৫০০ বর্গফুটের ফ্ল্যাট বিক্রি হবে। যোগাযোগঃ ০১৭৫০১৫৫০০৭।: [655, 631, 846, 690]
ad-text: পূর্ব রাজাবাজারে ৩ রুমের বাসা ভাড়া দেওয়া হবে। ছোট পরিবারের জন্য উপযুক্ত। মোবাইল: ০১৭১১২১৮০১৫।: [655, 951, 846, 995]
ad-heading: জমি বিক্রয় :: [441, 677, 494, 690]
classified-ad: [869, 501, 1060, 581]
ad-text: উত্তরা ১০ নং সেক্টরে ৩ কাঠা প্লট বিক্রয় হবে। প্লটটি পূর্বমুখী এবং ফাঁকা জায়গা আছে। মূল্য আলোচনা সাপেক্ষে। মোবাইল: ০১৯১১২৭৮৮৫৬।: [441, 677, 633, 735]
ad-text: রাজউক অনুমোদিত বসুন্ধরা আবাসিক এলাকায় ৫ ও ৩ কাঠার প্লট বিক্রয় হবে। যোগাযোগ: ০১৯১২২৩৭৬০।: [655, 1187, 846, 1231]
ad-reference-code: সি:২৬৯৭৪/১৭: [995, 1036, 1060, 1049]
ad-reference-code: সি:২৬৯৫৩/১৭: [141, 1748, 205, 1761]
ad-text: পূর্বাচল প্লট ৫ কাঠা বিক্রি হবে। শ্রীপুর থানা, গাজীপুর জেলা। যোগাযোগ: ০১৮১৮৮৮৮৮৮১।: [441, 1416, 633, 1459]
ad-reference-code: সি:২৬৮৬৭/১৭: [141, 463, 205, 476]
ad-column: [433, 9, 641, 2576]
classified-ad: [655, 295, 846, 374]
category-box: [860, 9, 1068, 1623]
classified-ad: [655, 1019, 846, 1099]
classified-ad: [869, 890, 1060, 970]
classified-ad: [655, 547, 846, 626]
classified-ad: [441, 592, 633, 671]
ad-reference-code: সি:২৭০২৯/১৭: [782, 189, 846, 203]
classified-ad: [14, 371, 205, 480]
ad-reference-code: সি:২৬৯৬৩/১৭: [995, 343, 1060, 356]
ad-heading: আবশ্যক :: [14, 584, 70, 597]
ad-reference-code: সি:২৬৯৫৯/১৭: [995, 259, 1060, 272]
classified-ad: [441, 913, 633, 992]
ad-reference-code: সি:২৬৯৫৮/১৭: [995, 175, 1060, 188]
ad-text: পূর্বমুখী তিন রুম, সম্পূর্ণ রেডি ফ্ল্যাট ৩ বেড ২ বাথ, ২ বারান্দা, লিফট, জেনারেটর, গ্যাস, পানি, বিদ্যুৎ, পার্কিং। মূল্য: ৬৫০০০০০/- মোবাইল: ০১৯১৯৯৯৬০১৩।: [228, 1136, 419, 1210]
classified-ad: [14, 287, 205, 367]
ad-heading: ভাড়া হবে :: [441, 761, 489, 774]
ad-text: রাজউক উত্তরা বা পূর্বাচলে যেকোন সেক্টরে প্লট জরুরি ভিত্তিতে ক্রয় করতে ইচ্ছুক। ০১৮২৭৮৯১১৪৭।: [655, 715, 846, 758]
category-title: ক্রয়/বিক্রয়/ভাড়া: [434, 10, 640, 38]
classified-ad: [228, 1585, 419, 1664]
classified-ad: [14, 584, 205, 724]
classified-ad: [869, 1127, 1060, 1206]
ad-text: এসার, আসুস এবং এইচপি ব্র্যান্ডের ল্যাপটপ বিক্রি হবে। মূল্য: ১৩,৫০০/-, ১৮,০০০/-, ১৯,৫০০/- টাকা। কোর আই-৩, আই-৫। যোগাযোগঃ ০১৭১৭৪৪৩৩৭৬৩।: [869, 45, 1061, 103]
classified-ad: [869, 196, 1060, 275]
classified-ad: [228, 341, 419, 450]
ad-reference-code: সি:২৬৯৬৮/১৭: [995, 647, 1060, 660]
ad-heading: ১৩ লক্ষ টাকায় রেডি ফ্ল্যাট :: [228, 1235, 358, 1248]
classified-ad: [869, 1554, 1060, 1617]
ad-text: বসুন্ধরা আবাসিক এলাকায় পূর্বমুখী ৩০০ ফুট রাস্তার নিকটে ব্লক-ডি তে ৫ কাঠা জমির উপর দুই ইউনিটের ৬ তলা বাড়ি বিক্রয় হবে। আগ্রহী ক্রেতাগণ সরাসরি যোগাযোগ করুন। ০১৭৩৩৩১৪৩০৮।: [441, 494, 633, 567]
ad-reference-code: সি:২৬৯৭০/১৭: [995, 716, 1060, 729]
ad-reference-code: সি:২৭০০৯/১৭: [995, 1533, 1060, 1546]
classified-ad: [14, 485, 205, 580]
ad-heading: ফ্ল্যাট বিক্রয় :: [655, 1256, 721, 1269]
ad-text: অভিজ্ঞ স্টোর কিপার, একাউন্ট্যান্ট ও সুপারভাইজার আবশ্যক। সাক্ষাৎকারের জন্য সকল কাগজপত্রসহ আগামী ২০/১২/২০১৭ তারিখে উপস্থিত থাকুন। সেতু গার্মেন্টস, রমনা, ঢাকা-১২১৭।: [228, 683, 419, 757]
